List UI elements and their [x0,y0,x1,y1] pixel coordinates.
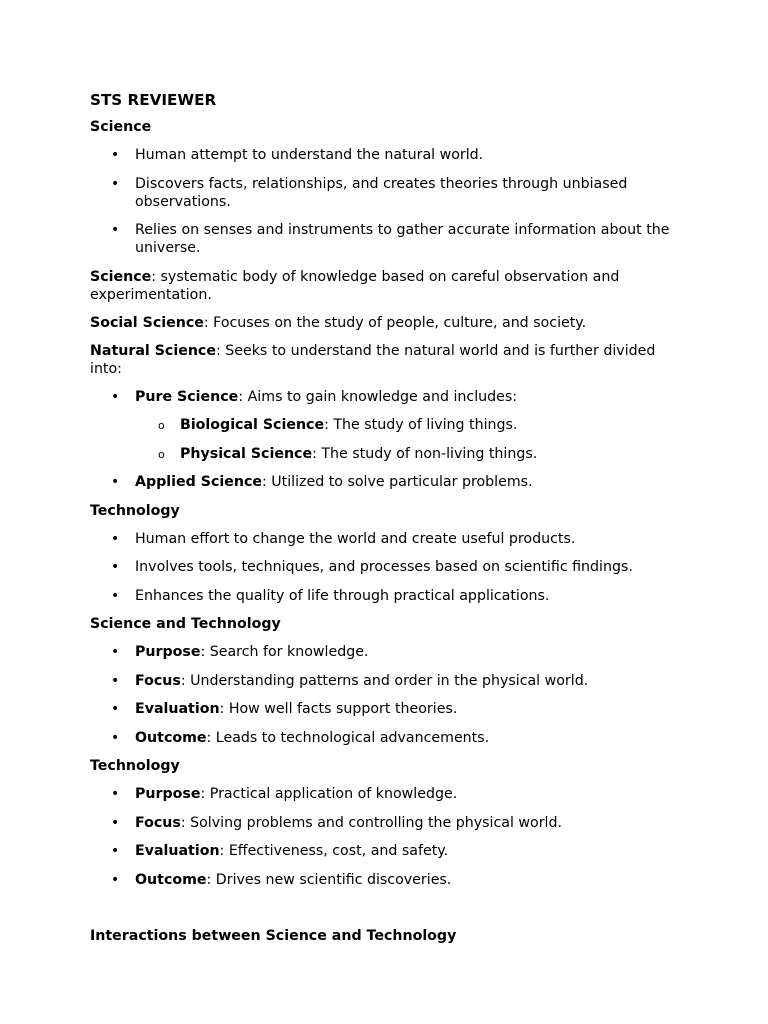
bullet-icon: • [111,786,120,802]
bullet-icon: • [111,530,120,547]
bullet-icon: • [111,701,120,717]
definition-term: Social Science [90,314,204,331]
definition-text: : systematic body of knowledge based on careful observation and experimentation. [90,268,620,303]
science-and-technology-list [90,643,690,747]
list-item [90,146,690,164]
list-item [90,587,690,605]
list-item-text: Human effort to change the world and create useful products. [135,530,576,547]
item-text: : Utilized to solve particular problems. [261,474,533,490]
item-term: Evaluation [135,843,220,859]
bullet-icon: • [111,559,120,575]
list-item [90,700,690,718]
item-text: : Leads to technological advancements. [206,729,490,746]
section-heading-science-and-technology: Science and Technology [90,616,281,632]
section-heading-technology: Technology [90,502,180,519]
list-item [90,814,690,832]
item-text: : How well facts support theories. [219,701,458,717]
section-heading-interactions: Interactions between Science and Technology [90,928,457,944]
bullet-icon: • [111,843,120,859]
bullet-icon: • [111,175,120,192]
item-term: Purpose [135,644,201,660]
item-text: : Solving problems and controlling the physical world. [180,814,563,831]
item-term: Focus [135,814,181,831]
technology-attributes-list [90,785,690,889]
bullet-icon: • [111,388,120,405]
item-term: Outcome [135,729,207,746]
pure-science-sublist [135,416,690,463]
list-item [90,530,690,548]
circle-bullet-icon: o [158,418,165,432]
bullet-icon: • [111,871,120,888]
definition-text: : Seeks to understand the natural world and is further divided into: [90,342,656,377]
bullet-icon: • [111,222,120,238]
item-text: : Effectiveness, cost, and safety. [219,843,449,859]
bullet-icon: • [111,672,120,689]
definition-science [90,268,690,304]
item-text: : Drives new scientific discoveries. [206,871,452,888]
list-item [90,785,690,803]
list-item [90,473,690,491]
item-text: : Aims to gain knowledge and includes: [238,388,518,405]
list-item [90,175,690,211]
science-bullet-list [90,146,690,257]
bullet-icon: • [111,147,120,163]
list-item-text: Discovers facts, relationships, and creates theories through unbiased observations. [135,175,628,210]
bullet-icon: • [111,644,120,660]
item-term: Purpose [135,786,201,802]
list-item [90,871,690,889]
technology-bullet-list [90,530,690,605]
item-term: Outcome [135,871,207,888]
definition-term: Natural Science [90,342,216,359]
list-item-text: Enhances the quality of life through practical applications. [135,587,550,604]
list-item [90,729,690,747]
item-text: : The study of living things. [324,416,518,433]
item-term: Pure Science [135,388,239,405]
bullet-icon: • [111,474,120,490]
sub-list-item [135,445,690,463]
item-term: Physical Science [180,445,313,462]
list-item [90,842,690,860]
item-term: Evaluation [135,701,220,717]
list-item [90,672,690,690]
list-item [90,558,690,576]
definition-social-science [90,314,690,332]
sub-list-item [135,416,690,434]
document-page [90,90,690,955]
list-item [90,221,690,257]
definition-text: : Focuses on the study of people, culture, and society. [203,314,587,331]
item-text: : Search for knowledge. [200,644,369,660]
bullet-icon: • [111,729,120,746]
section-heading-science: Science [90,119,152,135]
item-term: Focus [135,672,181,689]
definition-natural-science [90,342,690,378]
item-text: : Practical application of knowledge. [200,786,458,802]
item-text: : The study of non-living things. [312,445,538,462]
bullet-icon: • [111,587,120,604]
definition-term: Science [90,268,152,285]
list-item [90,388,690,463]
bullet-icon: • [111,814,120,831]
item-term: Biological Science [180,416,325,433]
list-item [90,643,690,661]
section-heading-technology-2: Technology [90,758,180,774]
list-item-text: Relies on senses and instruments to gather accurate information about the universe. [135,222,670,256]
section-spacer [90,899,690,927]
list-item-text: Human attempt to understand the natural world. [135,147,484,163]
item-term: Applied Science [135,474,262,490]
natural-science-list [90,388,690,492]
circle-bullet-icon: o [158,447,165,461]
item-text: : Understanding patterns and order in the physical world. [180,672,589,689]
list-item-text: Involves tools, techniques, and processes based on scientific findings. [135,559,633,575]
document-title: STS REVIEWER [90,91,217,109]
